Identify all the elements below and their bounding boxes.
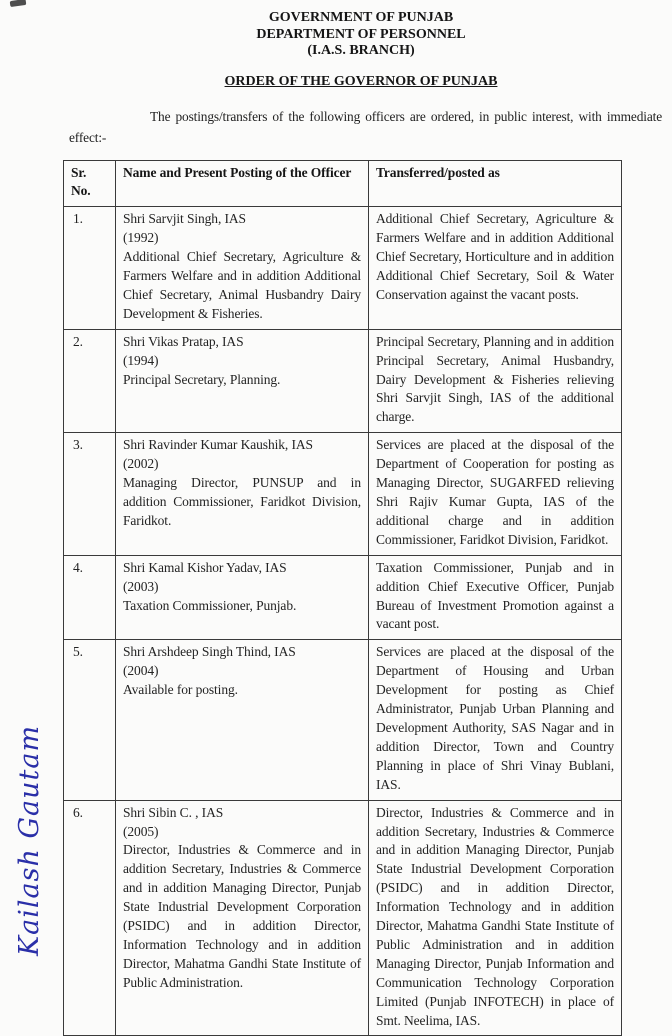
officer-name: Shri Sibin C. , IAS: [123, 804, 361, 823]
transfer-cell: Taxation Commissioner, Punjab and in addition Chief Executive Officer, Punjab Bureau of Investment Promotion against a vacant post.: [369, 555, 622, 640]
officer-batch-year: (2004): [123, 662, 361, 681]
officer-cell: [116, 433, 369, 555]
handwritten-signature: Kailash Gautam: [14, 725, 45, 956]
officer-batch-year: (1992): [123, 229, 361, 248]
officer-present-posting: Principal Secretary, Planning.: [123, 371, 361, 390]
officer-name: Shri Ravinder Kumar Kaushik, IAS: [123, 436, 361, 455]
officer-present-posting: Additional Chief Secretary, Agriculture & Farmers Welfare and in addition Additional Chief Secretary, Animal Husbandry Dairy Development & Fisheries.: [123, 248, 361, 324]
officer-name: Shri Arshdeep Singh Thind, IAS: [123, 643, 361, 662]
sr-no-cell: 4.: [64, 555, 116, 640]
transfer-cell: Additional Chief Secretary, Agriculture & Farmers Welfare and in addition Additional Chief Secretary, Horticulture and in addition Additional Chief Secretary, Soil & Water Conservation against the vacant posts.: [369, 207, 622, 329]
table-row: [64, 640, 622, 800]
sr-no-cell: 2.: [64, 329, 116, 433]
officer-name: Shri Sarvjit Singh, IAS: [123, 210, 361, 229]
officer-present-posting: Director, Industries & Commerce and in addition Secretary, Industries & Commerce and in addition Managing Director, Punjab State Industrial Development Corporation (PSIDC) and in addition Director, Information Technology and in addition Director, Mahatma Gandhi State Institute of Public Administration.: [123, 841, 361, 992]
table-header-row: [64, 160, 622, 207]
header-line-government: GOVERNMENT OF PUNJAB: [55, 10, 667, 27]
table-row: [64, 433, 622, 555]
header-line-branch: (I.A.S. BRANCH): [55, 43, 667, 60]
column-header-transferred: Transferred/posted as: [369, 160, 622, 207]
order-title: ORDER OF THE GOVERNOR OF PUNJAB: [55, 74, 667, 90]
officer-batch-year: (1994): [123, 352, 361, 371]
officer-batch-year: (2002): [123, 455, 361, 474]
officer-batch-year: (2003): [123, 578, 361, 597]
officer-cell: [116, 329, 369, 433]
officer-present-posting: Available for posting.: [123, 681, 361, 700]
column-header-name-posting: Name and Present Posting of the Officer: [116, 160, 369, 207]
sr-no-cell: 3.: [64, 433, 116, 555]
officer-cell: [116, 640, 369, 800]
officer-cell: [116, 555, 369, 640]
officer-name: Shri Vikas Pratap, IAS: [123, 333, 361, 352]
column-header-sr-no: Sr. No.: [64, 160, 116, 207]
transfer-cell: Services are placed at the disposal of the Department of Housing and Urban Development for posting as Chief Administrator, Punjab Urban Planning and Development Authority, SAS Nagar and in addition Director, Town and Country Planning in place of Shri Vinay Bublani, IAS.: [369, 640, 622, 800]
officer-name: Shri Kamal Kishor Yadav, IAS: [123, 559, 361, 578]
transfer-cell: Services are placed at the disposal of the Department of Cooperation for posting as Managing Director, SUGARFED relieving Shri Rajiv Kumar Gupta, IAS of the additional charge and in addition Commissioner, Faridkot Division, Faridkot.: [369, 433, 622, 555]
table-row: [64, 555, 622, 640]
transfer-cell: Principal Secretary, Planning and in addition Principal Secretary, Animal Husbandry, Dairy Development & Fisheries relieving Shri Sarvjit Singh, IAS of the additional charge.: [369, 329, 622, 433]
sr-no-cell: 6.: [64, 800, 116, 1036]
scan-artifact: [10, 0, 27, 7]
officer-present-posting: Taxation Commissioner, Punjab.: [123, 597, 361, 616]
officer-batch-year: (2005): [123, 823, 361, 842]
officer-cell: [116, 800, 369, 1036]
sr-no-cell: 1.: [64, 207, 116, 329]
sr-no-cell: 5.: [64, 640, 116, 800]
transfers-table: [63, 160, 622, 1036]
table-row: [64, 207, 622, 329]
table-row: [64, 329, 622, 433]
document-header: [55, 10, 667, 60]
officer-present-posting: Managing Director, PUNSUP and in addition Commissioner, Faridkot Division, Faridkot.: [123, 474, 361, 531]
intro-paragraph: The postings/transfers of the following officers are ordered, in public interest, with immediate effect:-: [69, 106, 662, 149]
transfer-cell: Director, Industries & Commerce and in addition Secretary, Industries & Commerce and in addition Managing Director, Punjab State Industrial Development Corporation (PSIDC) and in addition Director, Information Technology and in addition Director, Mahatma Gandhi State Institute of Public Administration and in addition Managing Director, Punjab Information and Communication Technology Corporation Limited (Punjab INFOTECH) in place of Smt. Neelima, IAS.: [369, 800, 622, 1036]
officer-cell: [116, 207, 369, 329]
table-row: [64, 800, 622, 1036]
header-line-department: DEPARTMENT OF PERSONNEL: [55, 27, 667, 44]
